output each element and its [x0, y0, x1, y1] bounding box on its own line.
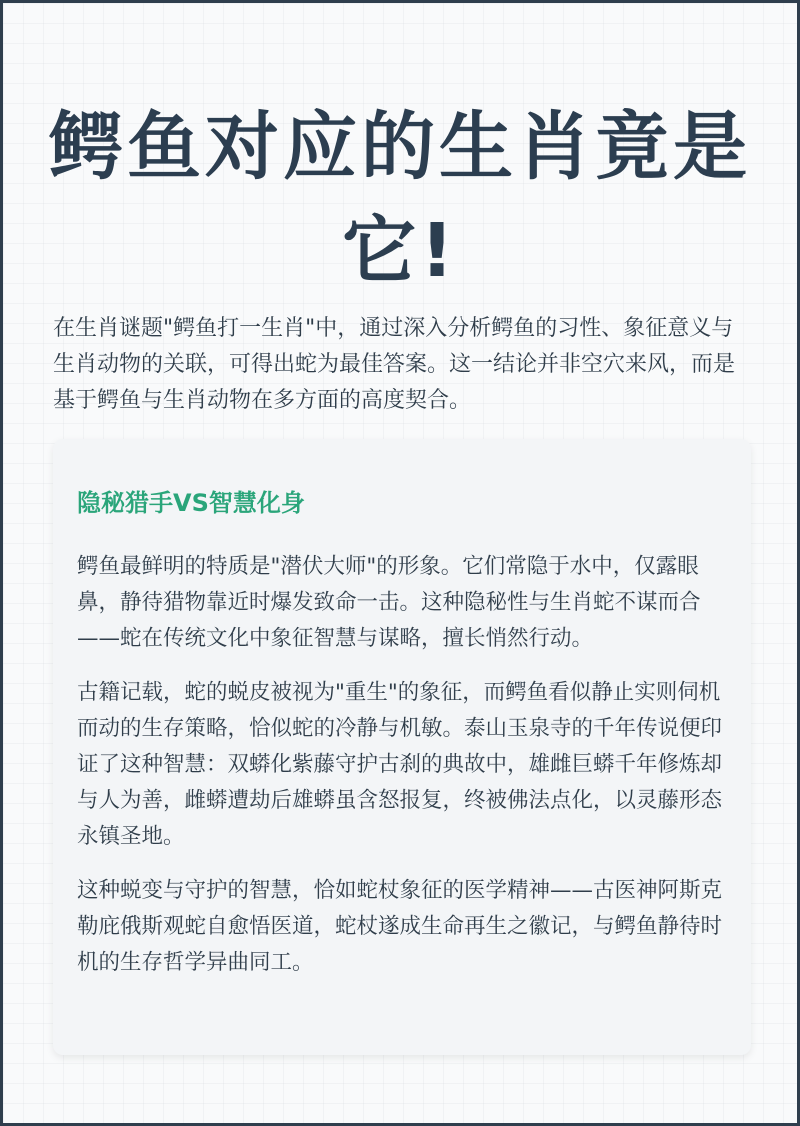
section-paragraph-1: 鳄鱼最鲜明的特质是"潜伏大师"的形象。它们常隐于水中，仅露眼鼻，静待猎物靠近时爆发致命一击。这种隐秘性与生肖蛇不谋而合——蛇在传统文化中象征智慧与谋略，擅长悄然行动。: [77, 554, 701, 651]
section-paragraph-3: 这种蜕变与守护的智慧，恰如蛇杖象征的医学精神——古医神阿斯克勒庇俄斯观蛇自愈悟医道，蛇杖遂成生命再生之徽记，与鳄鱼静待时机的生存哲学异曲同工。: [77, 878, 723, 975]
section-heading: 隐秘猎手VS智慧化身: [77, 489, 305, 517]
intro-paragraph: 在生肖谜题"鳄鱼打一生肖"中，通过深入分析鳄鱼的习性、象征意义与生肖动物的关联，可得出蛇为最佳答案。这一结论并非空穴来风，而是基于鳄鱼与生肖动物在多方面的高度契合。: [53, 316, 736, 413]
section-paragraph-2: 古籍记载，蛇的蜕皮被视为"重生"的象征，而鳄鱼看似静止实则伺机而动的生存策略，恰似蛇的冷静与机敏。泰山玉泉寺的千年传说便印证了这种智慧：双蟒化紫藤守护古刹的典故中，雄雌巨蟒千年修炼却与人为善，雌蟒遭劫后雄蟒虽含怒报复，终被佛法点化，以灵藤形态永镇圣地。: [77, 680, 723, 849]
page-title: 鳄鱼对应的生肖竟是它!: [49, 104, 751, 294]
content-card: [53, 439, 751, 1055]
